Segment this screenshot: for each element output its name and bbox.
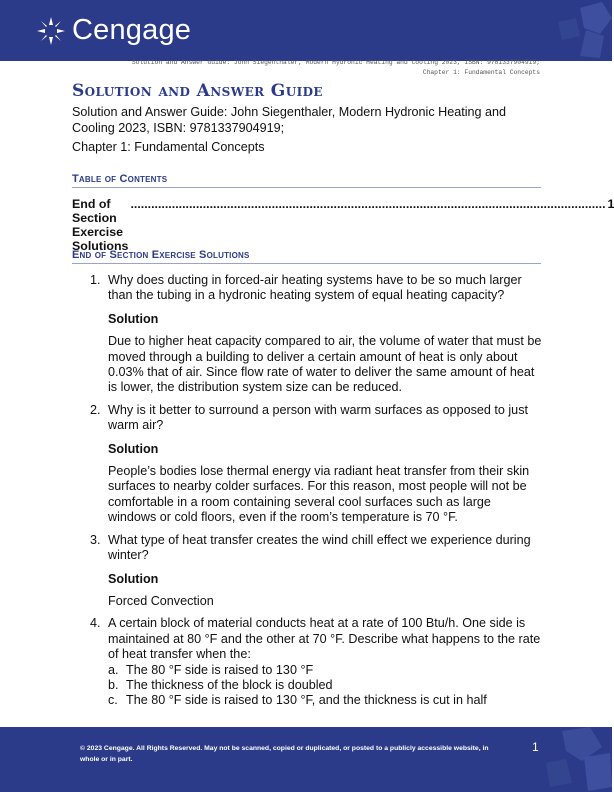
solution-text: Forced Convection	[108, 593, 214, 608]
footer-band	[0, 727, 612, 792]
sub-question-letter: c.	[108, 693, 118, 708]
section-heading: End of Section Exercise Solutions	[72, 249, 541, 264]
sub-question-text: The thickness of the block is doubled	[126, 677, 333, 692]
question-text: Why does ducting in forced-air heating systems have to be so much larger than the tubing in a hydronic heating system of equal heating capacity?	[108, 273, 522, 303]
question-number: 1.	[90, 273, 101, 287]
document-subtitle: Solution and Answer Guide: John Siegenthaler, Modern Hydronic Heating and Cooling 2023, ISBN: 9781337904919;	[72, 105, 507, 135]
question-list	[72, 273, 542, 716]
question-number: 3.	[90, 532, 101, 547]
question-item	[72, 616, 542, 708]
question-text: What type of heat transfer creates the wind chill effect we experience during winter?	[108, 532, 531, 563]
footer-decoration-shapes	[532, 727, 612, 792]
solution-label: Solution	[108, 441, 159, 456]
sub-question-letter: b.	[108, 677, 119, 692]
page-number: 1	[532, 740, 539, 754]
header-band	[0, 0, 612, 61]
running-header	[132, 58, 540, 78]
sub-question-text: The 80 °F side is raised to 130 °F	[126, 662, 314, 677]
solution-text: Due to higher heat capacity compared to air, the volume of water that must be moved through a building to deliver a certain amount of heat is only about 0.03% that of air. Since flow rate of water to deliver the same amount of heat is lower, the distribution system size can be reduced.	[108, 334, 542, 395]
sub-question	[108, 693, 542, 708]
question-text: A certain block of material conducts heat at a rate of 100 Btu/h. One side is maintained at 80 °F and the other at 70 °F. Describe what happens to the rate of heat transfer when the:	[108, 616, 541, 662]
cengage-logo-icon	[36, 16, 66, 46]
sub-question-text: The 80 °F side is raised to 130 °F, and the thickness is cut in half	[126, 693, 487, 708]
document-title: Solution and Answer Guide	[72, 81, 323, 101]
question-item	[72, 403, 542, 526]
cengage-logo	[36, 14, 191, 47]
question-item	[72, 533, 542, 610]
copyright-notice: © 2023 Cengage. All Rights Reserved. May not be scanned, copied or duplicated, or posted to a publicly accessible website, in whole or in part.	[80, 745, 489, 763]
sub-question	[108, 678, 542, 693]
solution-label: Solution	[108, 311, 159, 326]
brand-name: Cengage	[72, 14, 192, 46]
question-number: 4.	[90, 616, 101, 631]
running-header-line2: Chapter 1: Fundamental Concepts	[422, 69, 540, 76]
toc-heading: Table of Contents	[72, 173, 541, 188]
question-number: 2.	[90, 402, 101, 417]
sub-question-letter: a.	[108, 662, 119, 677]
question-text: Why is it better to surround a person with warm surfaces as opposed to just warm air?	[108, 402, 528, 433]
running-header-line1: Solution and Answer Guide: John Siegenthaler, Modern Hydronic Heating and Cooling 2023, ISBN: 9781337904919;	[131, 59, 540, 66]
solution-label: Solution	[108, 571, 159, 586]
toc-entry-page: 1	[607, 197, 614, 211]
toc-entry[interactable]	[72, 197, 614, 253]
header-decoration-shapes	[540, 0, 612, 61]
sub-question	[108, 663, 542, 678]
solution-text: People’s bodies lose thermal energy via radiant heat transfer from their skin surfaces to nearby colder surfaces. For this reason, most people will not be comfortable in a room containing several cool surfaces such as large windows or cold floors, even if the room’s temperature is 70 °F.	[108, 464, 530, 525]
toc-entry-label: End of Section Exercise Solutions	[72, 197, 129, 253]
chapter-title: Chapter 1: Fundamental Concepts	[72, 140, 265, 154]
toc-entry-leader: ..........................................................................................................................................	[130, 197, 606, 211]
question-item	[72, 273, 542, 396]
